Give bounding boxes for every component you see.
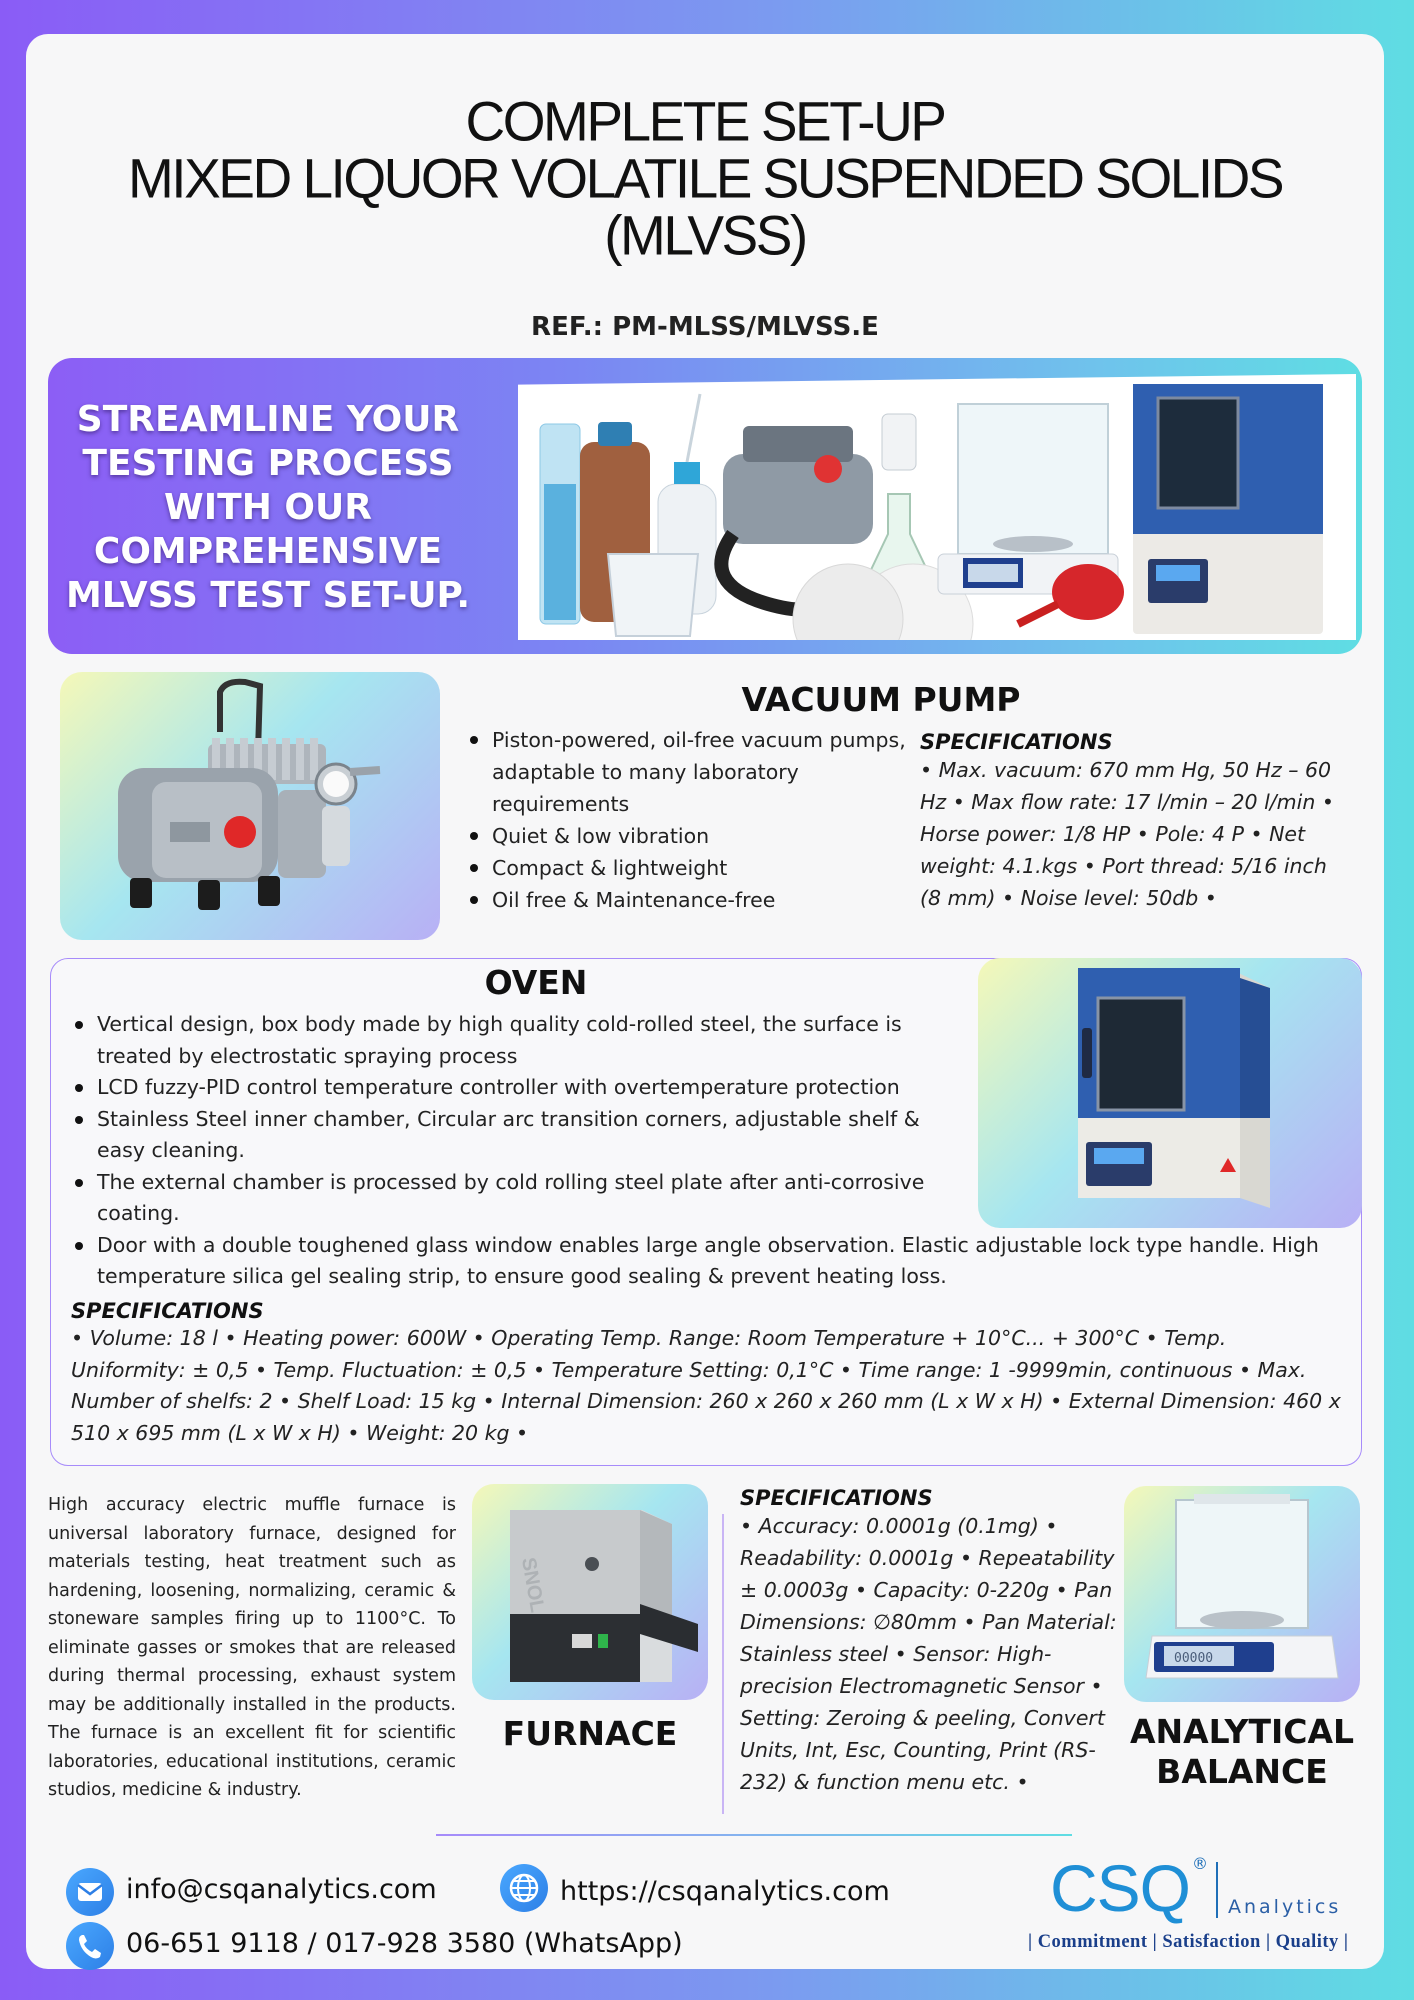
footer-divider bbox=[436, 1834, 1072, 1836]
logo-subtitle: Analytics bbox=[1228, 1896, 1342, 1918]
tagline-line-5: MLVSS TEST SET-UP. bbox=[65, 575, 470, 616]
balance-specs bbox=[740, 1486, 1124, 1798]
list-item: Oil free & Maintenance-free bbox=[464, 884, 924, 916]
registered-mark: ® bbox=[1192, 1854, 1208, 1873]
vacuum-pump-specs bbox=[920, 730, 1348, 914]
balance-display: 00000 bbox=[1174, 1651, 1214, 1666]
list-item: Compact & lightweight bbox=[464, 852, 924, 884]
vacuum-pump-heading: VACUUM PUMP bbox=[741, 680, 1021, 719]
analytical-balance-label bbox=[1116, 1712, 1368, 1792]
furnace-image bbox=[472, 1484, 708, 1700]
tagline-line-1: STREAMLINE YOUR bbox=[76, 399, 460, 440]
email-icon bbox=[66, 1868, 114, 1916]
title-line-2: MIXED LIQUOR VOLATILE SUSPENDED SOLIDS bbox=[127, 146, 1283, 210]
analytical-balance-image bbox=[1124, 1486, 1360, 1702]
list-item: LCD fuzzy-PID control temperature controller with overtemperature protection bbox=[69, 1072, 929, 1104]
label-line-2: BALANCE bbox=[1156, 1752, 1328, 1791]
spec-text: • Volume: 18 l • Heating power: 600W • Operating Temp. Range: Room Temperature + 10°C... + 300°C • Temp. Uniformity: ± 0,5 • Temp. Fluctuation: ± 0,5 • Temperature Setting: 0,1°C • Time range: 1 -9999min, continuous • Max. Number of shelfs: 2 • Shelf Load: 15 kg • Internal Dimension: 260 x 260 x 260 mm (L x W x H) • External Dimension: 460 x 510 x 695 mm (L x W x H) • Weight: 20 kg • bbox=[71, 1326, 1341, 1445]
list-item: Quiet & low vibration bbox=[464, 820, 924, 852]
page-card bbox=[26, 34, 1384, 1969]
tagline-line-4: COMPREHENSIVE bbox=[93, 531, 443, 572]
section-divider bbox=[722, 1514, 724, 1814]
furnace-illustration bbox=[472, 1484, 708, 1700]
equipment-collage-image bbox=[518, 374, 1356, 640]
spec-text: • Max. vacuum: 670 mm Hg, 50 Hz – 60 Hz • Max flow rate: 17 l/min – 20 l/min • Horse power: 1/8 HP • Pole: 4 P • Net weight: 4.1.kgs • Port thread: 5/16 inch (8 mm) • Noise level: 50db • bbox=[920, 758, 1334, 910]
list-item: Vertical design, box body made by high quality cold-rolled steel, the surface is treated by electrostatic spraying process bbox=[69, 1009, 929, 1072]
logo-tagline: | Commitment | Satisfaction | Quality | bbox=[1028, 1932, 1349, 1952]
furnace-label: FURNACE bbox=[502, 1714, 678, 1753]
tagline-line-3: WITH OUR bbox=[164, 487, 372, 528]
phone-number[interactable]: 06-651 9118 / 017-928 3580 (WhatsApp) bbox=[126, 1928, 683, 1959]
oven-illustration bbox=[978, 958, 1362, 1228]
furnace-description: High accuracy electric muffle furnace is universal laboratory furnace, designed for materials testing, heat treatment such as hardening, loosening, normalizing, ceramic & stoneware samples firing up to 1100°C. To eliminate gasses or smokes that are released during thermal processing, exhaust system may be additionally installed in the products. The furnace is an excellent fit for scientific laboratories, educational institutions, ceramic studios, medicine & industry. bbox=[48, 1495, 456, 1800]
logo-divider bbox=[1216, 1862, 1218, 1918]
analytical-balance-illustration bbox=[1124, 1486, 1360, 1702]
vacuum-pump-image bbox=[60, 672, 440, 940]
list-item: The external chamber is processed by cold rolling steel plate after anti-corrosive coating. bbox=[69, 1167, 949, 1230]
vacuum-pump-features bbox=[464, 724, 924, 916]
reference-code: REF.: PM-MLSS/MLVSS.E bbox=[531, 312, 879, 342]
spec-heading: SPECIFICATIONS bbox=[740, 1486, 933, 1510]
email-link[interactable]: info@csqanalytics.com bbox=[126, 1874, 437, 1905]
list-item: Piston-powered, oil-free vacuum pumps, adaptable to many laboratory requirements bbox=[464, 724, 924, 820]
phone-icon bbox=[66, 1922, 114, 1970]
website-link[interactable]: https://csqanalytics.com bbox=[560, 1876, 890, 1907]
title-line-3: (MLVSS) bbox=[604, 203, 806, 267]
title-line-1: COMPLETE SET-UP bbox=[465, 89, 945, 153]
equipment-collage-illustration bbox=[518, 374, 1356, 640]
list-item: Stainless Steel inner chamber, Circular arc transition corners, adjustable shelf & easy cleaning. bbox=[69, 1104, 929, 1167]
spec-heading: SPECIFICATIONS bbox=[920, 730, 1113, 754]
spec-text: • Accuracy: 0.0001g (0.1mg) • Readability: 0.0001g • Repeatability ± 0.0003g • Capacity: 0-220g • Pan Dimensions: ∅80mm • Pan Material: Stainless steel • Sensor: High-precision Electromagnetic Sensor • Setting: Zeroing & peeling, Convert Units, Int, Esc, Counting, Print (RS-232) & function menu etc. • bbox=[740, 1514, 1117, 1794]
oven-image bbox=[978, 958, 1362, 1228]
oven-heading: OVEN bbox=[484, 963, 588, 1002]
spec-heading: SPECIFICATIONS bbox=[71, 1299, 264, 1323]
label-line-1: ANALYTICAL bbox=[1129, 1712, 1355, 1751]
page-title bbox=[26, 89, 1384, 267]
hero-banner bbox=[48, 358, 1362, 654]
globe-icon bbox=[500, 1864, 548, 1912]
list-item: Door with a double toughened glass window enables large angle observation. Elastic adjustable lock type handle. High temperature silica gel sealing strip, to ensure good sealing & prevent heating loss. bbox=[69, 1230, 1343, 1293]
banner-tagline bbox=[56, 398, 480, 618]
furnace-brand-mark: SNOL bbox=[516, 1555, 549, 1615]
vacuum-pump-illustration bbox=[60, 672, 440, 940]
company-logo: CSQ bbox=[1050, 1851, 1191, 1925]
oven-specs bbox=[71, 1299, 1341, 1449]
tagline-line-2: TESTING PROCESS bbox=[82, 443, 454, 484]
